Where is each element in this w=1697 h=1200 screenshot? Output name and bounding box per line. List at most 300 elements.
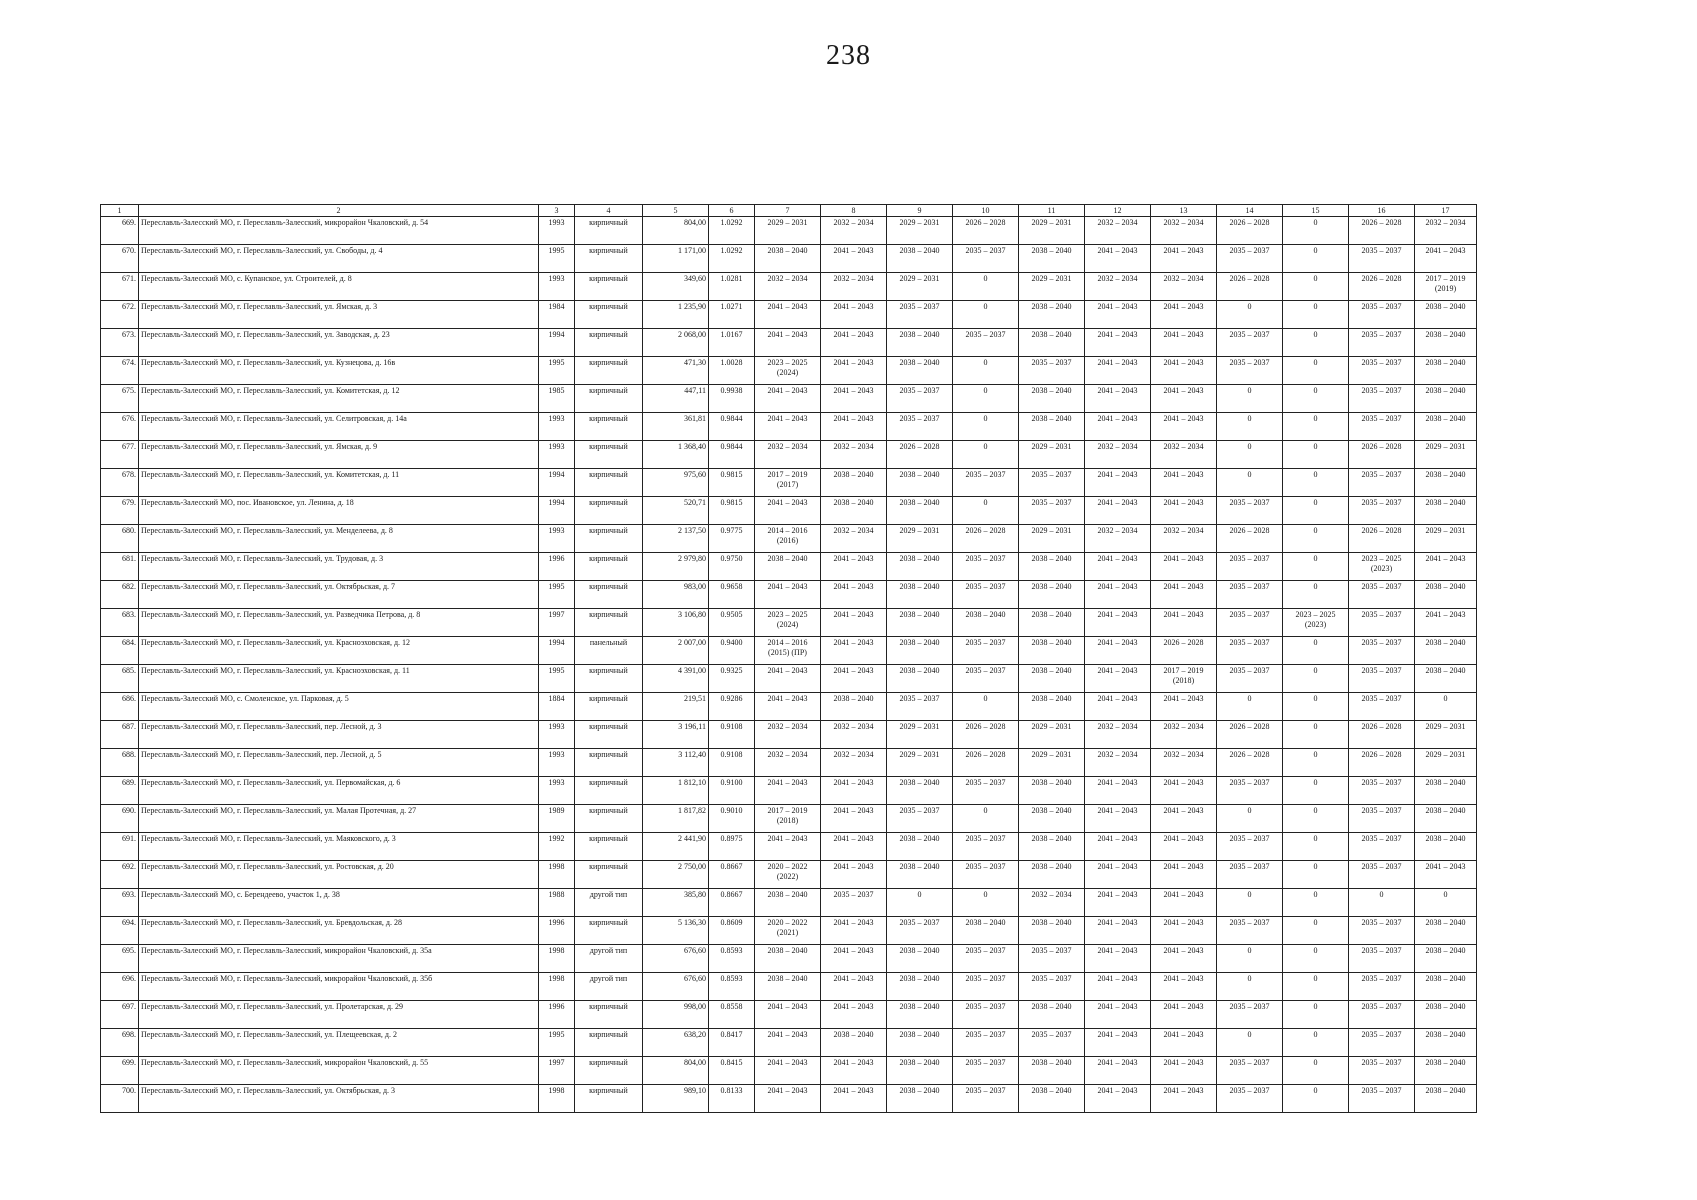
- period-col-15: 0: [1283, 413, 1349, 441]
- period-col-14: 2035 – 2037: [1217, 497, 1283, 525]
- wear-coefficient: 0.8975: [709, 833, 755, 861]
- period-col-12: 2032 – 2034: [1085, 273, 1151, 301]
- table-row: [101, 1029, 1477, 1057]
- period-col-14: 2026 – 2028: [1217, 217, 1283, 245]
- period-col-16: 2035 – 2037: [1349, 413, 1415, 441]
- period-col-12: 2041 – 2043: [1085, 917, 1151, 945]
- period-col-17: 0: [1415, 693, 1477, 721]
- period-col-7: 2041 – 2043: [755, 665, 821, 693]
- wall-material: кирпичный: [575, 833, 643, 861]
- period-col-11: 2035 – 2037: [1019, 1029, 1085, 1057]
- period-col-11: 2035 – 2037: [1019, 497, 1085, 525]
- period-col-8: 2032 – 2034: [821, 749, 887, 777]
- period-col-7: 2020 – 2022 (2022): [755, 861, 821, 889]
- period-col-12: 2041 – 2043: [1085, 357, 1151, 385]
- year-built: 1993: [539, 441, 575, 469]
- address: Переславль-Залесский МО, г. Переславль-Залесский, ул. Бревдольская, д. 28: [139, 917, 539, 945]
- wear-coefficient: 0.9108: [709, 721, 755, 749]
- period-col-11: 2035 – 2037: [1019, 945, 1085, 973]
- period-col-13: 2032 – 2034: [1151, 217, 1217, 245]
- period-col-17: 2041 – 2043: [1415, 609, 1477, 637]
- total-area: 2 979,80: [643, 553, 709, 581]
- table-row: [101, 385, 1477, 413]
- wall-material: кирпичный: [575, 301, 643, 329]
- wall-material: другой тип: [575, 945, 643, 973]
- table-row: [101, 441, 1477, 469]
- period-col-13: 2041 – 2043: [1151, 301, 1217, 329]
- period-col-9: 2029 – 2031: [887, 525, 953, 553]
- period-col-11: 2038 – 2040: [1019, 805, 1085, 833]
- year-built: 1993: [539, 413, 575, 441]
- period-col-14: 2026 – 2028: [1217, 721, 1283, 749]
- period-col-13: 2032 – 2034: [1151, 749, 1217, 777]
- table-row: [101, 945, 1477, 973]
- period-col-14: 0: [1217, 805, 1283, 833]
- period-col-9: 2038 – 2040: [887, 1001, 953, 1029]
- period-col-16: 2035 – 2037: [1349, 637, 1415, 665]
- row-number: 676.: [101, 413, 139, 441]
- period-col-10: 2038 – 2040: [953, 609, 1019, 637]
- period-col-7: 2041 – 2043: [755, 1057, 821, 1085]
- year-built: 1995: [539, 245, 575, 273]
- year-built: 1998: [539, 1085, 575, 1113]
- wear-coefficient: 0.9844: [709, 413, 755, 441]
- row-number: 700.: [101, 1085, 139, 1113]
- period-col-8: 2041 – 2043: [821, 1001, 887, 1029]
- period-col-15: 0: [1283, 945, 1349, 973]
- wall-material: кирпичный: [575, 497, 643, 525]
- period-col-8: 2041 – 2043: [821, 245, 887, 273]
- period-col-17: 2038 – 2040: [1415, 301, 1477, 329]
- table-row: [101, 749, 1477, 777]
- period-col-16: 2023 – 2025 (2023): [1349, 553, 1415, 581]
- period-col-12: 2032 – 2034: [1085, 525, 1151, 553]
- period-col-15: 0: [1283, 973, 1349, 1001]
- period-col-11: 2038 – 2040: [1019, 693, 1085, 721]
- total-area: 998,00: [643, 1001, 709, 1029]
- address: Переславль-Залесский МО, г. Переславль-Залесский, микрорайон Чкаловский, д. 35б: [139, 973, 539, 1001]
- table-row: [101, 805, 1477, 833]
- period-col-11: 2038 – 2040: [1019, 861, 1085, 889]
- period-col-14: 2035 – 2037: [1217, 1085, 1283, 1113]
- total-area: 361,81: [643, 413, 709, 441]
- period-col-8: 2041 – 2043: [821, 805, 887, 833]
- period-col-16: 2035 – 2037: [1349, 581, 1415, 609]
- period-col-16: 2026 – 2028: [1349, 721, 1415, 749]
- table-row: [101, 1085, 1477, 1113]
- row-number: 696.: [101, 973, 139, 1001]
- address: Переславль-Залесский МО, г. Переславль-Залесский, ул. Ямская, д. 3: [139, 301, 539, 329]
- period-col-11: 2029 – 2031: [1019, 273, 1085, 301]
- wall-material: кирпичный: [575, 777, 643, 805]
- row-number: 678.: [101, 469, 139, 497]
- period-col-17: 2029 – 2031: [1415, 721, 1477, 749]
- period-col-14: 0: [1217, 441, 1283, 469]
- period-col-8: 2038 – 2040: [821, 497, 887, 525]
- period-col-13: 2041 – 2043: [1151, 1029, 1217, 1057]
- table-row: [101, 609, 1477, 637]
- period-col-12: 2041 – 2043: [1085, 945, 1151, 973]
- table-row: [101, 889, 1477, 917]
- column-number-3: 3: [539, 205, 575, 217]
- period-col-8: 2041 – 2043: [821, 973, 887, 1001]
- year-built: 1998: [539, 861, 575, 889]
- period-col-15: 0: [1283, 637, 1349, 665]
- period-col-12: 2041 – 2043: [1085, 469, 1151, 497]
- period-col-14: 2035 – 2037: [1217, 833, 1283, 861]
- row-number: 693.: [101, 889, 139, 917]
- period-col-12: 2041 – 2043: [1085, 833, 1151, 861]
- period-col-7: 2017 – 2019 (2017): [755, 469, 821, 497]
- wear-coefficient: 0.9775: [709, 525, 755, 553]
- period-col-14: 0: [1217, 1029, 1283, 1057]
- wall-material: кирпичный: [575, 553, 643, 581]
- row-number: 694.: [101, 917, 139, 945]
- period-col-8: 2041 – 2043: [821, 833, 887, 861]
- total-area: 219,51: [643, 693, 709, 721]
- period-col-10: 2035 – 2037: [953, 777, 1019, 805]
- period-col-11: 2029 – 2031: [1019, 749, 1085, 777]
- wear-coefficient: 0.9010: [709, 805, 755, 833]
- period-col-16: 2035 – 2037: [1349, 1029, 1415, 1057]
- period-col-13: 2041 – 2043: [1151, 833, 1217, 861]
- address: Переславль-Залесский МО, г. Переславль-Залесский, ул. Красноэховская, д. 12: [139, 637, 539, 665]
- period-col-8: 2032 – 2034: [821, 441, 887, 469]
- period-col-13: 2041 – 2043: [1151, 553, 1217, 581]
- address: Переславль-Залесский МО, г. Переславль-Залесский, ул. Ростовская, д. 20: [139, 861, 539, 889]
- period-col-8: 2041 – 2043: [821, 777, 887, 805]
- period-col-14: 2026 – 2028: [1217, 749, 1283, 777]
- period-col-9: 2035 – 2037: [887, 301, 953, 329]
- period-col-7: 2041 – 2043: [755, 413, 821, 441]
- total-area: 471,30: [643, 357, 709, 385]
- wear-coefficient: 0.8558: [709, 1001, 755, 1029]
- period-col-15: 0: [1283, 525, 1349, 553]
- year-built: 1994: [539, 637, 575, 665]
- period-col-10: 0: [953, 273, 1019, 301]
- period-col-8: 2041 – 2043: [821, 917, 887, 945]
- wall-material: кирпичный: [575, 917, 643, 945]
- total-area: 5 136,30: [643, 917, 709, 945]
- period-col-9: 2038 – 2040: [887, 329, 953, 357]
- period-col-15: 0: [1283, 217, 1349, 245]
- column-number-5: 5: [643, 205, 709, 217]
- period-col-10: 0: [953, 357, 1019, 385]
- period-col-14: 2035 – 2037: [1217, 1001, 1283, 1029]
- period-col-12: 2041 – 2043: [1085, 497, 1151, 525]
- address: Переславль-Залесский МО, г. Переславль-Залесский, пер. Лесной, д. 3: [139, 721, 539, 749]
- wear-coefficient: 0.9400: [709, 637, 755, 665]
- period-col-7: 2041 – 2043: [755, 385, 821, 413]
- year-built: 1989: [539, 805, 575, 833]
- row-number: 670.: [101, 245, 139, 273]
- address: Переславль-Залесский МО, г. Переславль-Залесский, ул. Красноэховская, д. 11: [139, 665, 539, 693]
- period-col-16: 2026 – 2028: [1349, 217, 1415, 245]
- period-col-13: 2032 – 2034: [1151, 273, 1217, 301]
- period-col-10: 2035 – 2037: [953, 861, 1019, 889]
- period-col-13: 2041 – 2043: [1151, 973, 1217, 1001]
- year-built: 1993: [539, 217, 575, 245]
- table-row: [101, 1001, 1477, 1029]
- total-area: 2 441,90: [643, 833, 709, 861]
- period-col-12: 2041 – 2043: [1085, 1057, 1151, 1085]
- period-col-7: 2038 – 2040: [755, 553, 821, 581]
- address: Переславль-Залесский МО, г. Переславль-Залесский, ул. Ямская, д. 9: [139, 441, 539, 469]
- period-col-9: 2038 – 2040: [887, 861, 953, 889]
- period-col-14: 0: [1217, 973, 1283, 1001]
- period-col-15: 0: [1283, 1057, 1349, 1085]
- period-col-8: 2041 – 2043: [821, 357, 887, 385]
- total-area: 2 068,00: [643, 329, 709, 357]
- period-col-8: 2041 – 2043: [821, 861, 887, 889]
- period-col-12: 2041 – 2043: [1085, 805, 1151, 833]
- period-col-9: 2038 – 2040: [887, 245, 953, 273]
- wall-material: кирпичный: [575, 413, 643, 441]
- total-area: 975,60: [643, 469, 709, 497]
- period-col-12: 2041 – 2043: [1085, 329, 1151, 357]
- period-col-13: 2041 – 2043: [1151, 861, 1217, 889]
- period-col-10: 2035 – 2037: [953, 245, 1019, 273]
- period-col-9: 2035 – 2037: [887, 693, 953, 721]
- period-col-11: 2038 – 2040: [1019, 581, 1085, 609]
- wear-coefficient: 1.0292: [709, 245, 755, 273]
- total-area: 3 106,80: [643, 609, 709, 637]
- period-col-7: 2038 – 2040: [755, 889, 821, 917]
- wear-coefficient: 0.9658: [709, 581, 755, 609]
- row-number: 698.: [101, 1029, 139, 1057]
- wall-material: кирпичный: [575, 1029, 643, 1057]
- period-col-15: 0: [1283, 469, 1349, 497]
- wall-material: кирпичный: [575, 665, 643, 693]
- period-col-16: 2026 – 2028: [1349, 273, 1415, 301]
- period-col-12: 2032 – 2034: [1085, 721, 1151, 749]
- wall-material: кирпичный: [575, 469, 643, 497]
- period-col-8: 2032 – 2034: [821, 525, 887, 553]
- period-col-15: 0: [1283, 357, 1349, 385]
- period-col-10: 0: [953, 385, 1019, 413]
- period-col-12: 2032 – 2034: [1085, 441, 1151, 469]
- period-col-17: 2038 – 2040: [1415, 917, 1477, 945]
- column-number-8: 8: [821, 205, 887, 217]
- table-row: [101, 777, 1477, 805]
- period-col-17: 2038 – 2040: [1415, 833, 1477, 861]
- period-col-10: 2035 – 2037: [953, 973, 1019, 1001]
- year-built: 1993: [539, 749, 575, 777]
- table-row: [101, 693, 1477, 721]
- year-built: 1994: [539, 469, 575, 497]
- period-col-10: 2035 – 2037: [953, 1085, 1019, 1113]
- wall-material: кирпичный: [575, 357, 643, 385]
- period-col-9: 2035 – 2037: [887, 413, 953, 441]
- period-col-12: 2041 – 2043: [1085, 581, 1151, 609]
- period-col-13: 2041 – 2043: [1151, 385, 1217, 413]
- wear-coefficient: 0.9750: [709, 553, 755, 581]
- period-col-16: 2035 – 2037: [1349, 805, 1415, 833]
- period-col-11: 2038 – 2040: [1019, 609, 1085, 637]
- column-number-2: 2: [139, 205, 539, 217]
- period-col-15: 0: [1283, 301, 1349, 329]
- column-number-15: 15: [1283, 205, 1349, 217]
- period-col-9: 2038 – 2040: [887, 1085, 953, 1113]
- row-number: 677.: [101, 441, 139, 469]
- period-col-8: 2038 – 2040: [821, 469, 887, 497]
- period-col-9: 2035 – 2037: [887, 805, 953, 833]
- period-col-13: 2041 – 2043: [1151, 357, 1217, 385]
- period-col-8: 2038 – 2040: [821, 693, 887, 721]
- period-col-12: 2041 – 2043: [1085, 777, 1151, 805]
- total-area: 989,10: [643, 1085, 709, 1113]
- period-col-10: 2035 – 2037: [953, 1001, 1019, 1029]
- period-col-7: 2017 – 2019 (2018): [755, 805, 821, 833]
- period-col-16: 2035 – 2037: [1349, 1085, 1415, 1113]
- period-col-14: 0: [1217, 385, 1283, 413]
- period-col-16: 2035 – 2037: [1349, 301, 1415, 329]
- total-area: 1 817,82: [643, 805, 709, 833]
- period-col-16: 2026 – 2028: [1349, 525, 1415, 553]
- period-col-7: 2032 – 2034: [755, 749, 821, 777]
- period-col-10: 0: [953, 301, 1019, 329]
- table-row: [101, 497, 1477, 525]
- period-col-15: 0: [1283, 805, 1349, 833]
- period-col-8: 2032 – 2034: [821, 273, 887, 301]
- period-col-13: 2017 – 2019 (2018): [1151, 665, 1217, 693]
- period-col-15: 0: [1283, 497, 1349, 525]
- period-col-7: 2041 – 2043: [755, 1085, 821, 1113]
- period-col-17: 2038 – 2040: [1415, 805, 1477, 833]
- period-col-8: 2032 – 2034: [821, 721, 887, 749]
- period-col-9: 2029 – 2031: [887, 721, 953, 749]
- table-row: [101, 721, 1477, 749]
- period-col-7: 2023 – 2025 (2024): [755, 609, 821, 637]
- period-col-8: 2041 – 2043: [821, 553, 887, 581]
- period-col-15: 0: [1283, 889, 1349, 917]
- period-col-12: 2041 – 2043: [1085, 1029, 1151, 1057]
- housing-registry-table: [100, 204, 1477, 1113]
- period-col-13: 2041 – 2043: [1151, 329, 1217, 357]
- period-col-16: 2026 – 2028: [1349, 749, 1415, 777]
- period-col-11: 2038 – 2040: [1019, 385, 1085, 413]
- period-col-13: 2041 – 2043: [1151, 1085, 1217, 1113]
- period-col-14: 0: [1217, 945, 1283, 973]
- period-col-9: 2035 – 2037: [887, 385, 953, 413]
- period-col-11: 2038 – 2040: [1019, 1057, 1085, 1085]
- table-row: [101, 665, 1477, 693]
- period-col-11: 2038 – 2040: [1019, 245, 1085, 273]
- wall-material: кирпичный: [575, 441, 643, 469]
- period-col-12: 2041 – 2043: [1085, 301, 1151, 329]
- period-col-12: 2041 – 2043: [1085, 553, 1151, 581]
- wear-coefficient: 0.9325: [709, 665, 755, 693]
- period-col-15: 2023 – 2025 (2023): [1283, 609, 1349, 637]
- row-number: 679.: [101, 497, 139, 525]
- wall-material: кирпичный: [575, 749, 643, 777]
- period-col-16: 2035 – 2037: [1349, 497, 1415, 525]
- period-col-11: 2029 – 2031: [1019, 525, 1085, 553]
- address: Переславль-Залесский МО, г. Переславль-Залесский, ул. Октябрьская, д. 3: [139, 1085, 539, 1113]
- period-col-17: 2038 – 2040: [1415, 1029, 1477, 1057]
- period-col-11: 2035 – 2037: [1019, 357, 1085, 385]
- wear-coefficient: 0.9844: [709, 441, 755, 469]
- row-number: 686.: [101, 693, 139, 721]
- address: Переславль-Залесский МО, г. Переславль-Залесский, микрорайон Чкаловский, д. 35а: [139, 945, 539, 973]
- wall-material: кирпичный: [575, 1085, 643, 1113]
- wall-material: кирпичный: [575, 273, 643, 301]
- year-built: 1884: [539, 693, 575, 721]
- period-col-14: 0: [1217, 413, 1283, 441]
- period-col-16: 2035 – 2037: [1349, 329, 1415, 357]
- page-number: 238: [826, 40, 871, 71]
- period-col-17: 2038 – 2040: [1415, 1085, 1477, 1113]
- period-col-10: 2035 – 2037: [953, 581, 1019, 609]
- period-col-17: 2038 – 2040: [1415, 385, 1477, 413]
- column-number-1: 1: [101, 205, 139, 217]
- period-col-16: 2026 – 2028: [1349, 441, 1415, 469]
- total-area: 804,00: [643, 1057, 709, 1085]
- period-col-10: 2026 – 2028: [953, 217, 1019, 245]
- period-col-7: 2041 – 2043: [755, 833, 821, 861]
- table-row: [101, 469, 1477, 497]
- wall-material: кирпичный: [575, 1057, 643, 1085]
- wear-coefficient: 0.9286: [709, 693, 755, 721]
- period-col-15: 0: [1283, 721, 1349, 749]
- wear-coefficient: 0.9815: [709, 497, 755, 525]
- year-built: 1984: [539, 301, 575, 329]
- period-col-13: 2041 – 2043: [1151, 1001, 1217, 1029]
- total-area: 2 750,00: [643, 861, 709, 889]
- address: Переславль-Залесский МО, г. Переславль-Залесский, ул. Менделеева, д. 8: [139, 525, 539, 553]
- total-area: 2 137,50: [643, 525, 709, 553]
- period-col-10: 2035 – 2037: [953, 833, 1019, 861]
- period-col-9: 2038 – 2040: [887, 665, 953, 693]
- period-col-17: 2038 – 2040: [1415, 469, 1477, 497]
- table-row: [101, 833, 1477, 861]
- period-col-10: 2035 – 2037: [953, 665, 1019, 693]
- table-row: [101, 525, 1477, 553]
- period-col-11: 2035 – 2037: [1019, 469, 1085, 497]
- wall-material: кирпичный: [575, 1001, 643, 1029]
- wall-material: кирпичный: [575, 525, 643, 553]
- column-number-14: 14: [1217, 205, 1283, 217]
- wall-material: кирпичный: [575, 721, 643, 749]
- period-col-12: 2041 – 2043: [1085, 413, 1151, 441]
- wear-coefficient: 0.8593: [709, 945, 755, 973]
- wear-coefficient: 0.9815: [709, 469, 755, 497]
- registry-body: [101, 217, 1477, 1113]
- row-number: 674.: [101, 357, 139, 385]
- table-row: [101, 245, 1477, 273]
- period-col-10: 0: [953, 413, 1019, 441]
- period-col-9: 0: [887, 889, 953, 917]
- period-col-17: 2029 – 2031: [1415, 749, 1477, 777]
- period-col-10: 2035 – 2037: [953, 553, 1019, 581]
- column-number-9: 9: [887, 205, 953, 217]
- period-col-16: 2035 – 2037: [1349, 917, 1415, 945]
- wall-material: кирпичный: [575, 581, 643, 609]
- period-col-16: 2035 – 2037: [1349, 469, 1415, 497]
- period-col-11: 2038 – 2040: [1019, 553, 1085, 581]
- wall-material: кирпичный: [575, 693, 643, 721]
- table-row: [101, 413, 1477, 441]
- period-col-8: 2038 – 2040: [821, 1029, 887, 1057]
- period-col-14: 2035 – 2037: [1217, 861, 1283, 889]
- period-col-15: 0: [1283, 385, 1349, 413]
- row-number: 675.: [101, 385, 139, 413]
- address: Переславль-Залесский МО, г. Переславль-Залесский, ул. Малая Протечная, д. 27: [139, 805, 539, 833]
- period-col-13: 2041 – 2043: [1151, 805, 1217, 833]
- column-number-4: 4: [575, 205, 643, 217]
- total-area: 1 812,10: [643, 777, 709, 805]
- period-col-10: 0: [953, 805, 1019, 833]
